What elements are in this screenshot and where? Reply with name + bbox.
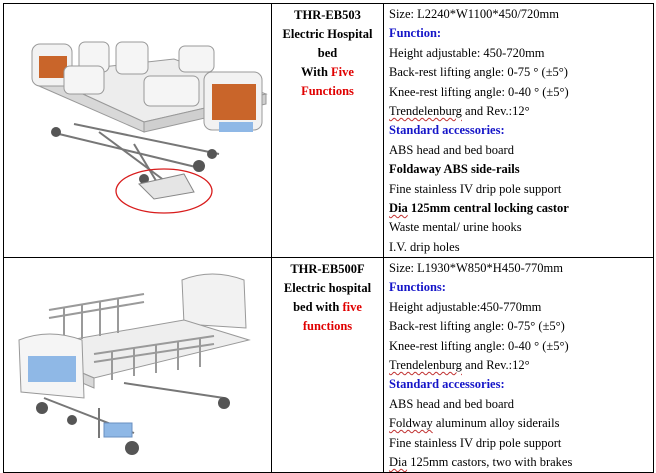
bed-eb503-image	[4, 4, 270, 245]
spec-trendelenburg: Trendelenburg and Rev.:12°	[389, 103, 530, 118]
product-image-cell	[4, 4, 272, 258]
spec-knee-rest: Knee-rest lifting angle: 0-40 ° (±5°)	[389, 338, 569, 353]
acc-castor: Dia 125mm castors, two with brakes	[389, 454, 573, 469]
product-name-line: Electric hospital	[283, 281, 372, 296]
product-model-cell	[272, 4, 384, 258]
spec-size: Size: L1930*W850*H450-770mm	[389, 261, 563, 276]
acc-drip-holes: I.V. drip holes	[389, 239, 460, 254]
acc-iv-pole: Fine stainless IV drip pole support	[389, 435, 562, 450]
product-name-line: Electric Hospital	[282, 27, 373, 41]
spec-size: Size: L2240*W1100*450/720mm	[389, 7, 560, 21]
acc-hooks: Waste mental/ urine hooks	[389, 220, 522, 235]
model-number: THR-EB500F	[290, 262, 365, 277]
spec-height: Height adjustable: 450-720mm	[389, 45, 545, 60]
accessories-heading: Standard accessories:	[389, 377, 505, 392]
spec-knee-rest: Knee-rest lifting angle: 0-40 ° (±5°)	[389, 84, 569, 99]
product-name-line: functions	[302, 319, 353, 334]
acc-side-rails: Foldway aluminum alloy siderails	[389, 416, 560, 431]
product-name-line: bed	[317, 46, 338, 60]
bed-eb500f-image	[4, 258, 270, 463]
product-row-eb500f	[4, 258, 654, 473]
product-model-cell	[272, 258, 384, 473]
spec-height: Height adjustable:450-770mm	[389, 299, 542, 314]
product-row-eb503	[4, 4, 654, 258]
accessories-heading: Standard accessories:	[389, 123, 505, 138]
product-name-line: bed with five	[293, 300, 362, 315]
product-spec-cell	[384, 4, 654, 258]
function-heading: Function:	[389, 26, 442, 41]
spec-back-rest: Back-rest lifting angle: 0-75 ° (±5°)	[389, 65, 568, 80]
product-name-line: With Five	[301, 65, 354, 79]
product-spec-cell	[384, 258, 654, 473]
model-number: THR-EB503	[294, 8, 361, 22]
product-image-cell	[4, 258, 272, 473]
acc-board: ABS head and bed board	[389, 142, 514, 157]
acc-castor: Dia 125mm central locking castor	[389, 200, 569, 215]
product-spec-table	[3, 3, 654, 473]
function-heading: Functions:	[389, 280, 446, 295]
acc-board: ABS head and bed board	[389, 396, 514, 411]
product-name-line: Functions	[301, 84, 354, 98]
spec-back-rest: Back-rest lifting angle: 0-75° (±5°)	[389, 319, 565, 334]
acc-iv-pole: Fine stainless IV drip pole support	[389, 181, 562, 196]
spec-trendelenburg: Trendelenburg and Rev.:12°	[389, 358, 530, 373]
acc-side-rails: Foldaway ABS side-rails	[389, 162, 520, 177]
